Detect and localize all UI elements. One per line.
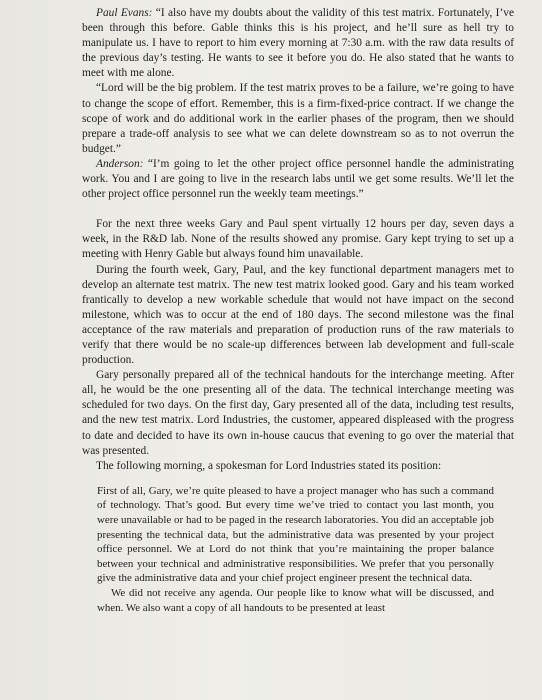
paragraph-spokesman: The following morning, a spokesman for Lord Industries stated its position: — [96, 459, 442, 472]
paragraph-three-weeks: For the next three weeks Gary and Paul spent virtually 12 hours per day, seven days a week, in the R&D lab. None of the results showed any promise. Gary kept trying to set up a meeting with Henry Gable but always found him unavailable. — [82, 218, 514, 261]
paragraph-paul-evans-2: “Lord will be the big problem. If the test matrix proves to be a failure, we’re going to have to change the scope of effort. Remember, this is a firm-fixed-price contract. If we change the scope of work and do additional work in the earlier phases of the program, then we should prepare a trade-off analysis to see what we can delete downstream so as to not overrun the budget.” — [82, 82, 514, 155]
paragraph-paul-evans-1: Paul Evans: “I also have my doubts about the validity of this test matrix. Fortunately, I’ve been through this before. Gable thinks this is his project, and he’ll sure as hell try to manipulate us. I have to report to him every morning at 7:30 a.m. with the raw data results of the previous day’s testing. He wants to see it before you do. He also stated that he wants to meet with me alone. — [82, 7, 515, 80]
quote-paragraph-2: We did not receive any agenda. Our people like to know what will be discussed, and when. We also want a copy of all handouts to be presented at least — [97, 586, 494, 614]
speaker-name: Paul Evans: — [96, 7, 153, 19]
speaker-name: Anderson: — [96, 157, 144, 170]
paragraph-fourth-week: During the fourth week, Gary, Paul, and the key functional department managers met to develop an alternate test matrix. The new test matrix looked good. Gary and his team worked frantically to develop a new workable schedule that would not have impact on the second milestone, which was to occur at the end of 180 days. The second milestone was the final acceptance of the raw materials and preparation of production runs of the raw materials to verify that there would be no scale-up differences between lab development and full-scale production. — [82, 263, 514, 367]
paragraph-technical-handouts: Gary personally prepared all of the technical handouts for the interchange meeting. After all, he would be the one presenting all of the data. The technical interchange meeting was scheduled for two days. On the first day, Gary presented all of the data, including test results, and the new test matrix. Lord Industries, the customer, appeared displeased with the progress to date and decided to have its own in-house caucus that evening to go over the material that was presented. — [82, 369, 514, 457]
quote-paragraph-1: First of all, Gary, we’re quite pleased to have a project manager who has such a command of technology. That’s good. But every time we’ve tried to contact you last month, you were unavailable or had to be paged in the research laboratories. You did an acceptable job presenting the technical data, but the administrative data was presented by your project office personnel. We at Lord do not think that you’re maintaining the proper balance between your technical and administrative responsibilities. We prefer that you personally give the administrative data and your chief project engineer present the technical data. — [97, 484, 494, 585]
paragraph-anderson: Anderson: “I’m going to let the other project office personnel handle the administrating work. You and I are going to live in the research labs until we get some results. We’ll let the other project office personnel run the weekly team meetings.” — [82, 157, 514, 201]
block-quote — [97, 484, 494, 615]
